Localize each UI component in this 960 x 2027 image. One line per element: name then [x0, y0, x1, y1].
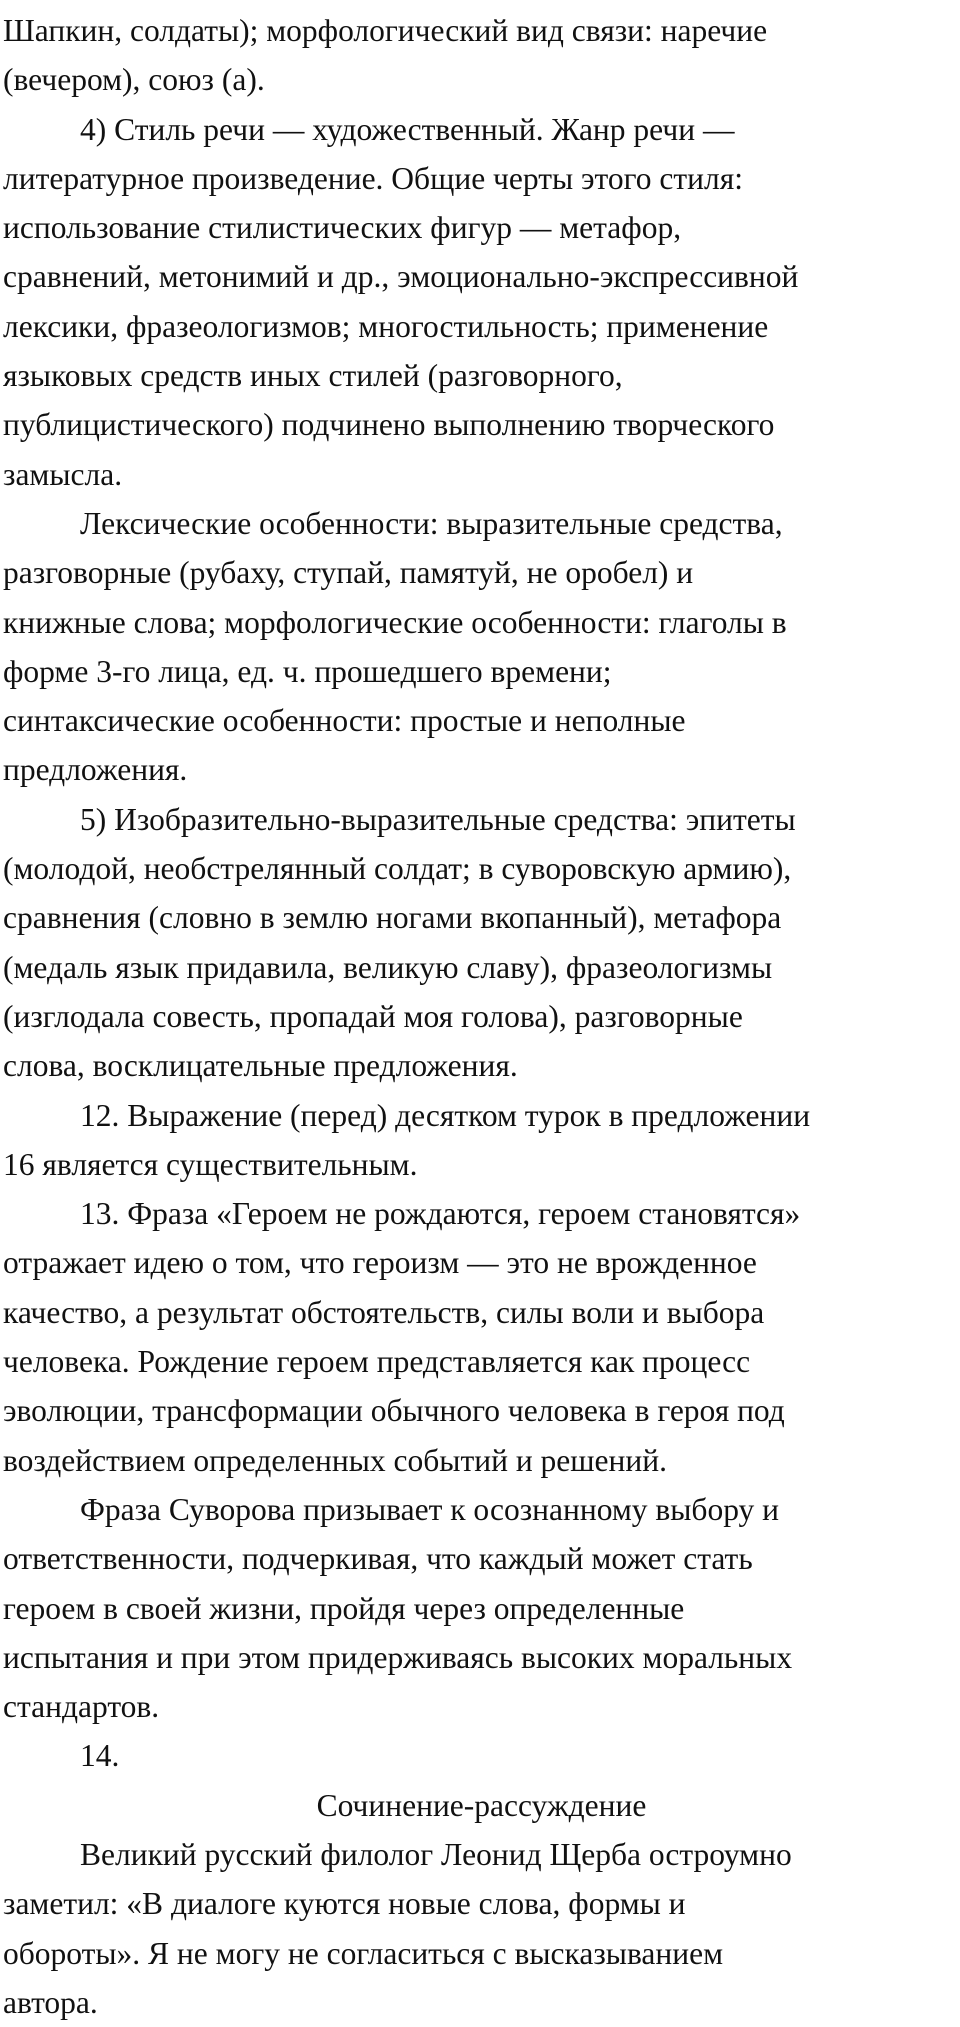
text-line: языковых средств иных стилей (разговорного,: [3, 358, 623, 394]
text-line: (вечером), союз (а).: [3, 62, 265, 98]
text-line: слова, восклицательные предложения.: [3, 1048, 518, 1084]
text-line: 5) Изобразительно-выразительные средства: эпитеты: [80, 801, 796, 837]
text-line: воздействием определенных событий и решений.: [3, 1442, 667, 1478]
text-line: ответственности, подчеркивая, что каждый может стать: [3, 1541, 753, 1577]
text-line: Великий русский филолог Леонид Щерба остроумно: [80, 1836, 792, 1872]
text-line: литературное произведение. Общие черты этого стиля:: [3, 160, 743, 196]
text-line: качество, а результат обстоятельств, силы воли и выбора: [3, 1294, 765, 1330]
text-line: сравнения (словно в землю ногами вкопанный), метафора: [3, 900, 782, 936]
text-line: Лексические особенности: выразительные средства,: [80, 505, 783, 541]
text-line: лексики, фразеологизмов; многостильность; применение: [3, 308, 769, 344]
document-text: [3, 6, 960, 2027]
text-line: 4) Стиль речи — художественный. Жанр речи —: [80, 111, 735, 147]
text-line: отражает идею о том, что героизм — это не врожденное: [3, 1245, 757, 1281]
text-line: замысла.: [3, 456, 123, 492]
text-line: разговорные (рубаху, ступай, памятуй, не оробел) и: [3, 555, 694, 591]
text-line: человека. Рождение героем представляется как процесс: [3, 1344, 751, 1380]
text-line: предложения.: [3, 752, 188, 788]
text-line: 14.: [80, 1738, 120, 1774]
text-line: 16 является существительным.: [3, 1146, 418, 1182]
text-line: книжные слова; морфологические особенности: глаголы в: [3, 604, 787, 640]
text-line: публицистического) подчинено выполнению творческого: [3, 407, 775, 443]
text-line: автора.: [3, 1984, 98, 2020]
text-line: Фраза Суворова призывает к осознанному выбору и: [80, 1491, 780, 1527]
text-line: 12. Выражение (перед) десятком турок в предложении: [80, 1097, 811, 1133]
text-line: испытания и при этом придерживаясь высоких моральных: [3, 1639, 793, 1675]
text-line: 13. Фраза «Героем не рождаются, героем становятся»: [80, 1196, 801, 1232]
text-line: (молодой, необстрелянный солдат; в суворовскую армию),: [3, 851, 792, 887]
text-line: обороты». Я не могу не согласиться с высказыванием: [3, 1935, 724, 1971]
text-line: форме 3-го лица, ед. ч. прошедшего времени;: [3, 653, 612, 689]
section-heading: Сочинение-рассуждение: [316, 1787, 647, 1823]
text-line: эволюции, трансформации обычного человека в героя под: [3, 1393, 785, 1429]
text-line: сравнений, метонимий и др., эмоционально-экспрессивной: [3, 259, 799, 295]
text-line: использование стилистических фигур — метафор,: [3, 210, 682, 246]
text-line: (изглодала совесть, пропадай моя голова), разговорные: [3, 998, 743, 1034]
text-line: (медаль язык придавила, великую славу), фразеологизмы: [3, 949, 773, 985]
text-line: стандартов.: [3, 1689, 160, 1725]
text-line: синтаксические особенности: простые и неполные: [3, 703, 686, 739]
text-line: героем в своей жизни, пройдя через определенные: [3, 1590, 685, 1626]
text-line: заметил: «В диалоге куются новые слова, формы и: [3, 1886, 686, 1922]
text-line: Шапкин, солдаты); морфологический вид связи: наречие: [3, 13, 768, 48]
